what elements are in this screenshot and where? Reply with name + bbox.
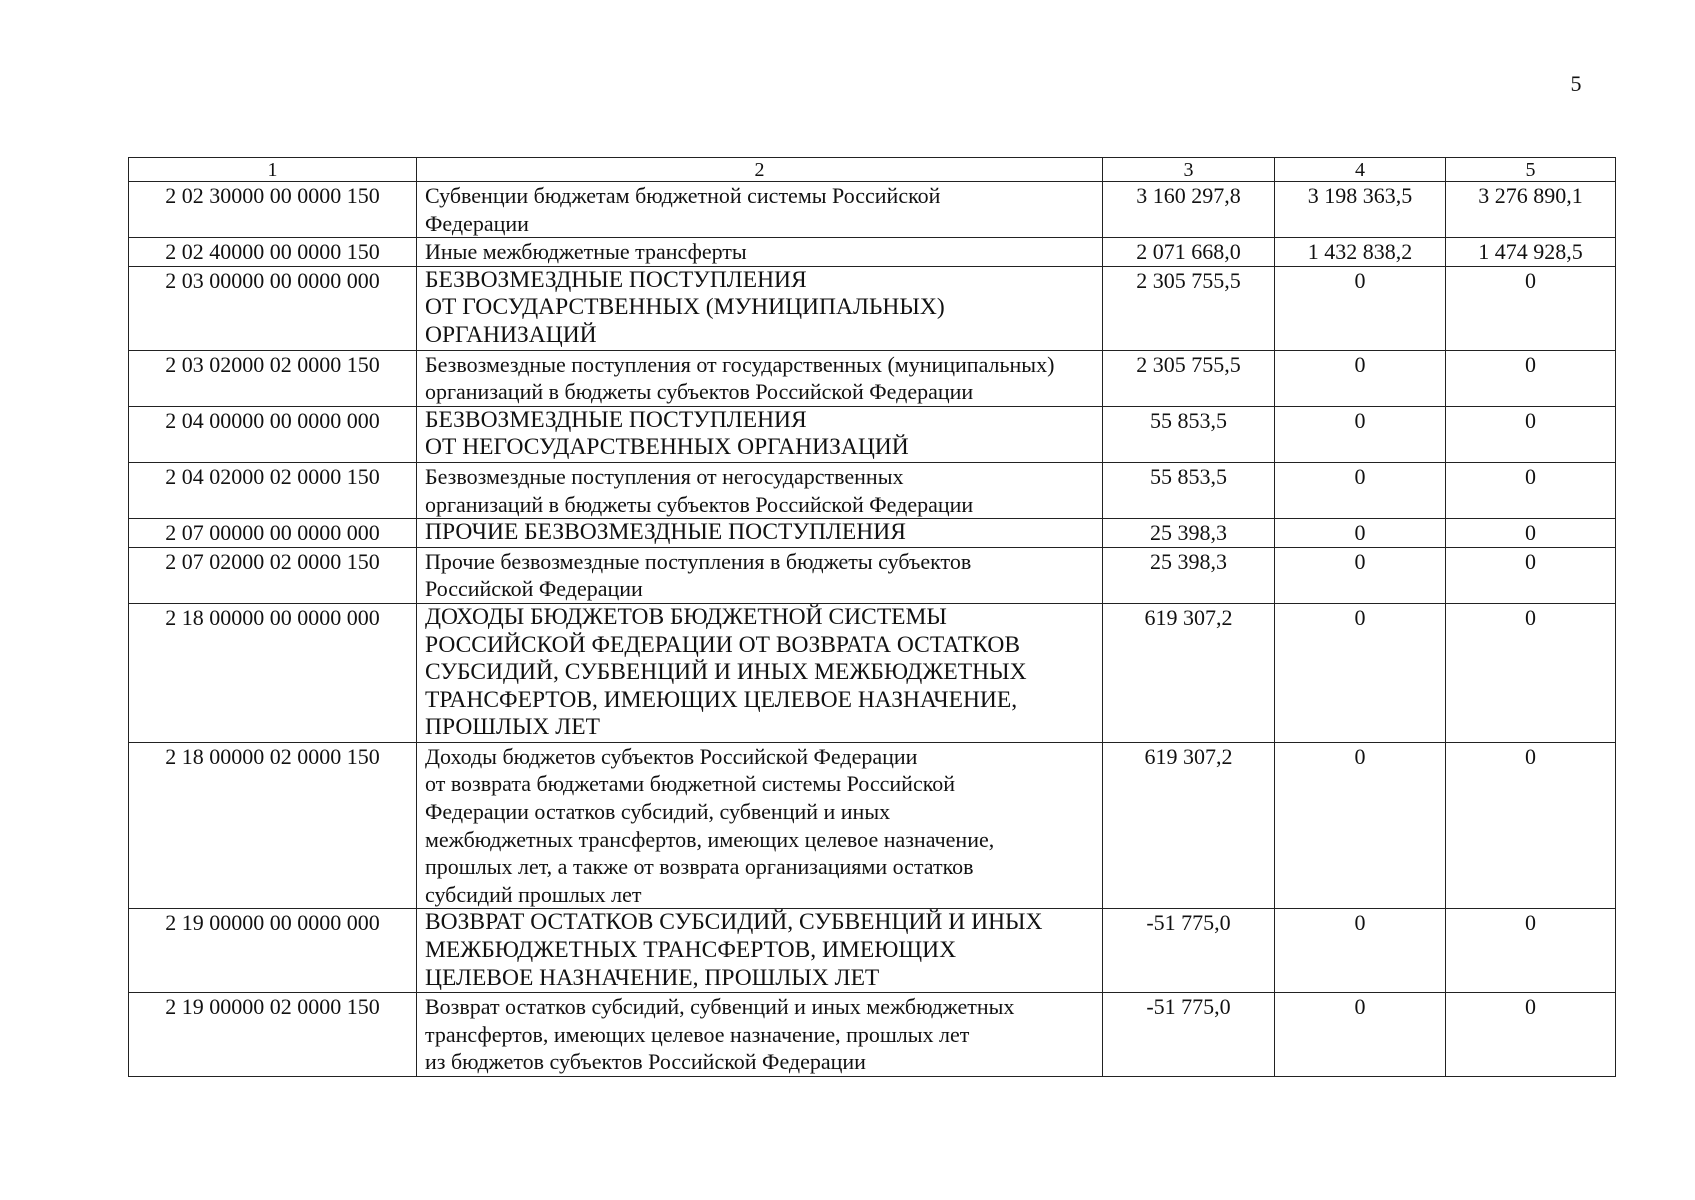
column-number-4: 4: [1275, 158, 1446, 182]
classification-code-cell: 2 02 30000 00 0000 150: [129, 182, 417, 238]
amount-cell-col-5: 0: [1446, 462, 1616, 518]
revenue-name-line: ДОХОДЫ БЮДЖЕТОВ БЮДЖЕТНОЙ СИСТЕМЫ: [425, 603, 947, 630]
table-row: [129, 266, 1616, 350]
revenue-name-line: из бюджетов субъектов Российской Федерации: [425, 1049, 866, 1075]
table-row: [129, 182, 1616, 238]
revenue-name-line: БЕЗВОЗМЕЗДНЫЕ ПОСТУПЛЕНИЯ: [425, 406, 807, 433]
column-number-3: 3: [1103, 158, 1275, 182]
amount-cell-col-5: 3 276 890,1: [1446, 182, 1616, 238]
amount-cell-col-4: 0: [1275, 350, 1446, 406]
revenue-name-line: ПРОШЛЫХ ЛЕТ: [425, 714, 600, 741]
amount-cell-col-4: 0: [1275, 266, 1446, 350]
revenue-name-line: Иные межбюджетные трансферты: [425, 239, 747, 265]
revenue-name-cell: [417, 742, 1103, 909]
column-number-1: 1: [129, 158, 417, 182]
amount-cell-col-4: 3 198 363,5: [1275, 182, 1446, 238]
amount-cell-col-3: 55 853,5: [1103, 406, 1275, 462]
classification-code-cell: 2 03 00000 00 0000 000: [129, 266, 417, 350]
revenue-name-line: РОССИЙСКОЙ ФЕДЕРАЦИИ ОТ ВОЗВРАТА ОСТАТКОВ: [425, 631, 1021, 658]
table-row: [129, 406, 1616, 462]
amount-cell-col-3: 25 398,3: [1103, 547, 1275, 603]
revenue-name-line: Безвозмездные поступления от негосударственных: [425, 463, 904, 489]
amount-cell-col-4: 0: [1275, 603, 1446, 742]
revenue-name-cell: [417, 603, 1103, 742]
table-row: [129, 742, 1616, 909]
amount-cell-col-4: 0: [1275, 993, 1446, 1077]
amount-cell-col-3: 55 853,5: [1103, 462, 1275, 518]
table-row: [129, 993, 1616, 1077]
revenue-name-cell: [417, 993, 1103, 1077]
amount-cell-col-4: 0: [1275, 519, 1446, 548]
revenue-name-cell: [417, 350, 1103, 406]
classification-code-cell: 2 02 40000 00 0000 150: [129, 238, 417, 267]
table-row: [129, 462, 1616, 518]
amount-cell-col-3: -51 775,0: [1103, 993, 1275, 1077]
revenue-name-cell: [417, 182, 1103, 238]
amount-cell-col-5: 0: [1446, 909, 1616, 993]
revenue-name-line: ОТ ГОСУДАРСТВЕННЫХ (МУНИЦИПАЛЬНЫХ): [425, 294, 945, 321]
amount-cell-col-3: 619 307,2: [1103, 603, 1275, 742]
amount-cell-col-3: -51 775,0: [1103, 909, 1275, 993]
table-row: [129, 238, 1616, 267]
column-number-2: 2: [417, 158, 1103, 182]
amount-cell-col-5: 0: [1446, 350, 1616, 406]
revenue-name-line: Безвозмездные поступления от государственных (муниципальных): [425, 351, 1055, 377]
amount-cell-col-4: 0: [1275, 742, 1446, 909]
revenue-name-cell: [417, 547, 1103, 603]
classification-code-cell: 2 18 00000 00 0000 000: [129, 603, 417, 742]
revenue-name-line: ВОЗВРАТ ОСТАТКОВ СУБСИДИЙ, СУБВЕНЦИЙ И ИНЫХ: [425, 909, 1043, 936]
amount-cell-col-3: 2 071 668,0: [1103, 238, 1275, 267]
amount-cell-col-5: 0: [1446, 742, 1616, 909]
revenue-name-line: ОТ НЕГОСУДАРСТВЕННЫХ ОРГАНИЗАЦИЙ: [425, 434, 909, 461]
classification-code-cell: 2 04 00000 00 0000 000: [129, 406, 417, 462]
amount-cell-col-5: 0: [1446, 547, 1616, 603]
amount-cell-col-4: 0: [1275, 909, 1446, 993]
table-row: [129, 350, 1616, 406]
revenue-name-line: прошлых лет, а также от возврата организациями остатков: [425, 854, 974, 880]
revenue-name-line: субсидий прошлых лет: [425, 881, 642, 907]
revenue-name-line: организаций в бюджеты субъектов Российской Федерации: [425, 379, 974, 405]
classification-code-cell: 2 19 00000 02 0000 150: [129, 993, 417, 1077]
amount-cell-col-5: 1 474 928,5: [1446, 238, 1616, 267]
classification-code-cell: 2 18 00000 02 0000 150: [129, 742, 417, 909]
revenue-name-line: Прочие безвозмездные поступления в бюджеты субъектов: [425, 548, 972, 574]
classification-code-cell: 2 03 02000 02 0000 150: [129, 350, 417, 406]
revenue-name-cell: [417, 406, 1103, 462]
revenue-name-line: Доходы бюджетов субъектов Российской Федерации: [425, 743, 918, 769]
revenue-name-cell: [417, 462, 1103, 518]
revenue-name-line: от возврата бюджетами бюджетной системы Российской: [425, 771, 956, 797]
revenue-name-line: Федерации: [425, 210, 529, 236]
amount-cell-col-4: 0: [1275, 406, 1446, 462]
classification-code-cell: 2 04 02000 02 0000 150: [129, 462, 417, 518]
revenue-name-cell: [417, 519, 1103, 548]
revenue-name-line: СУБСИДИЙ, СУБВЕНЦИЙ И ИНЫХ МЕЖБЮДЖЕТНЫХ: [425, 659, 1027, 686]
table-row: [129, 519, 1616, 548]
revenue-name-line: МЕЖБЮДЖЕТНЫХ ТРАНСФЕРТОВ, ИМЕЮЩИХ: [425, 937, 957, 964]
revenue-name-line: Возврат остатков субсидий, субвенций и иных межбюджетных: [425, 994, 1015, 1020]
amount-cell-col-5: 0: [1446, 993, 1616, 1077]
classification-code-cell: 2 07 00000 00 0000 000: [129, 519, 417, 548]
amount-cell-col-4: 0: [1275, 547, 1446, 603]
revenue-name-cell: [417, 909, 1103, 993]
amount-cell-col-4: 0: [1275, 462, 1446, 518]
revenue-name-line: трансфертов, имеющих целевое назначение, прошлых лет: [425, 1021, 970, 1047]
amount-cell-col-3: 619 307,2: [1103, 742, 1275, 909]
column-number-5: 5: [1446, 158, 1616, 182]
revenue-name-line: ОРГАНИЗАЦИЙ: [425, 321, 597, 348]
amount-cell-col-3: 3 160 297,8: [1103, 182, 1275, 238]
classification-code-cell: 2 07 02000 02 0000 150: [129, 547, 417, 603]
amount-cell-col-5: 0: [1446, 406, 1616, 462]
revenue-name-line: БЕЗВОЗМЕЗДНЫЕ ПОСТУПЛЕНИЯ: [425, 266, 807, 293]
revenue-name-cell: [417, 266, 1103, 350]
amount-cell-col-4: 1 432 838,2: [1275, 238, 1446, 267]
amount-cell-col-3: 2 305 755,5: [1103, 266, 1275, 350]
column-number-row: [129, 158, 1616, 182]
table-row: [129, 603, 1616, 742]
revenue-name-line: Субвенции бюджетам бюджетной системы Российской: [425, 183, 941, 208]
table-body: [129, 158, 1616, 1077]
classification-code-cell: 2 19 00000 00 0000 000: [129, 909, 417, 993]
page-number: 5: [1570, 71, 1582, 96]
budget-revenue-table: [128, 157, 1616, 1077]
revenue-name-line: ПРОЧИЕ БЕЗВОЗМЕЗДНЫЕ ПОСТУПЛЕНИЯ: [425, 519, 906, 546]
revenue-name-line: Российской Федерации: [425, 576, 643, 602]
revenue-name-line: Федерации остатков субсидий, субвенций и иных: [425, 799, 891, 825]
table-row: [129, 547, 1616, 603]
amount-cell-col-3: 25 398,3: [1103, 519, 1275, 548]
table-row: [129, 909, 1616, 993]
revenue-name-line: ТРАНСФЕРТОВ, ИМЕЮЩИХ ЦЕЛЕВОЕ НАЗНАЧЕНИЕ,: [425, 686, 1018, 713]
amount-cell-col-5: 0: [1446, 519, 1616, 548]
revenue-name-cell: [417, 238, 1103, 267]
revenue-name-line: организаций в бюджеты субъектов Российской Федерации: [425, 491, 974, 517]
amount-cell-col-3: 2 305 755,5: [1103, 350, 1275, 406]
amount-cell-col-5: 0: [1446, 603, 1616, 742]
amount-cell-col-5: 0: [1446, 266, 1616, 350]
revenue-name-line: межбюджетных трансфертов, имеющих целевое назначение,: [425, 826, 995, 852]
revenue-name-line: ЦЕЛЕВОЕ НАЗНАЧЕНИЕ, ПРОШЛЫХ ЛЕТ: [425, 964, 880, 991]
